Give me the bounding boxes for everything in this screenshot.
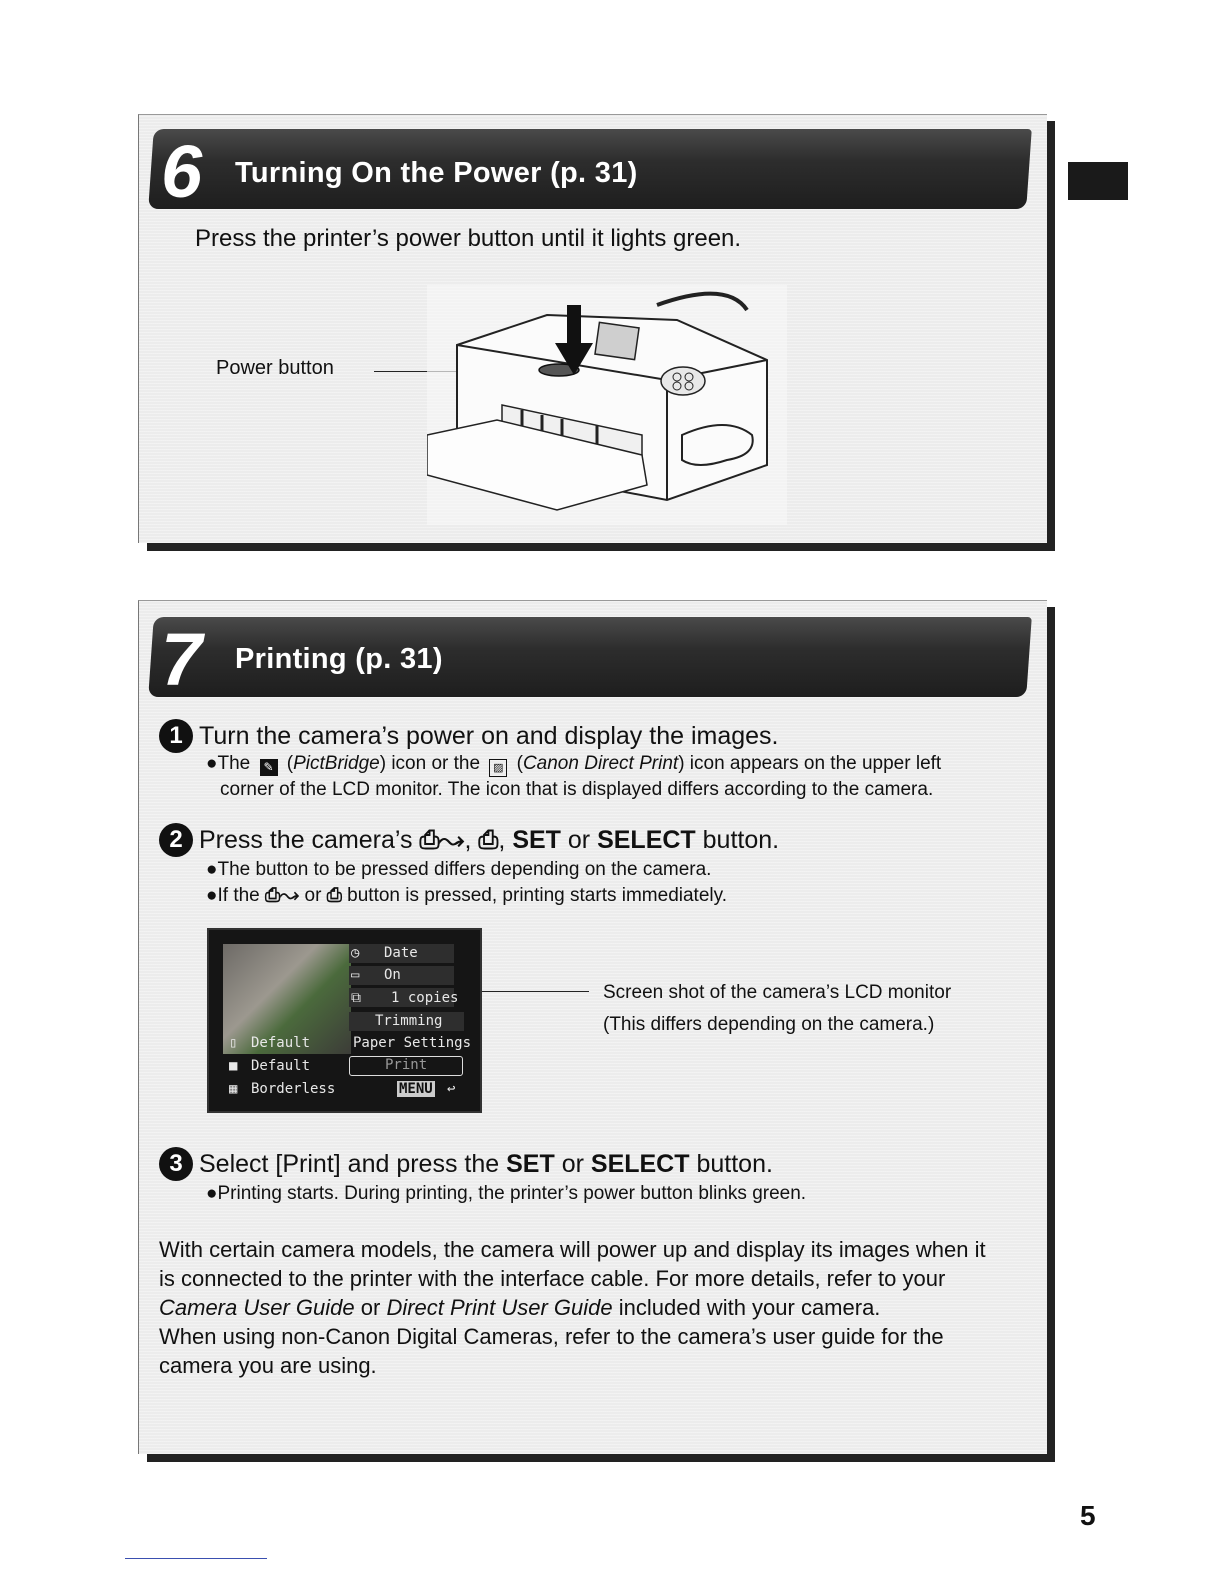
- step-1-heading: 1 Turn the camera’s power on and display the images.: [159, 719, 778, 753]
- step-3-heading: 3 Select [Print] and press the SET or SELECT button.: [159, 1147, 773, 1181]
- canon-direct-print-icon: ▨: [489, 759, 507, 777]
- step-badge: 3: [159, 1147, 193, 1181]
- lcd-screenshot: [207, 928, 482, 1113]
- lcd-default-2: Default: [251, 1058, 311, 1074]
- lcd-default-1: Default: [251, 1035, 311, 1051]
- instruction-text: Press the printer’s power button until it lights green.: [195, 225, 742, 252]
- lcd-callout-line: [479, 991, 589, 992]
- print-icon: ⎙: [326, 885, 342, 906]
- power-button-label: Power button: [216, 357, 334, 379]
- step-badge: 1: [159, 719, 193, 753]
- step-number: 6: [161, 130, 203, 213]
- lcd-copies-icon: ⧉: [351, 990, 361, 1006]
- printer-illustration: [427, 285, 787, 525]
- lcd-layout-icon: ▦: [229, 1081, 238, 1097]
- lcd-file-number: On: [384, 967, 401, 983]
- lcd-date-icon: ◷: [351, 945, 360, 961]
- lcd-paper-type-icon: ■: [229, 1058, 238, 1074]
- lcd-menu-button: MENU: [399, 1081, 433, 1097]
- section-turning-on-power: [138, 114, 1047, 543]
- pictbridge-icon: ✎: [260, 759, 278, 776]
- page-number: 5: [1080, 1500, 1096, 1531]
- lcd-return-icon: ↩: [447, 1081, 456, 1097]
- step-2-bullet-1: ●The button to be pressed differs depending on the camera.: [206, 859, 712, 880]
- lcd-borderless: Borderless: [251, 1081, 336, 1097]
- lcd-date: Date: [384, 945, 418, 961]
- lcd-copies: 1 copies: [391, 990, 459, 1006]
- print-share-icon: ⎙↝: [265, 885, 300, 906]
- step-number: 7: [161, 618, 203, 701]
- step-2-bullet-2: ●If the ⎙↝ or ⎙ button is pressed, printing starts immediately.: [206, 885, 727, 906]
- lcd-caption: Screen shot of the camera’s LCD monitor (This differs depending on the camera.): [603, 982, 952, 1035]
- note-paragraph: With certain camera models, the camera will power up and display its images when it is connected to the printer with the interface cable. For more details, refer to your Camera User Guide or Direct Print User Guide included with your camera. When using non-Canon Digital Cameras, refer to the camera’s user guide for the camera you are using.: [159, 1237, 986, 1378]
- step-3-bullet: ●Printing starts. During printing, the printer’s power button blinks green.: [206, 1183, 807, 1204]
- section-title: Turning On the Power (p. 31): [235, 157, 638, 189]
- lcd-file-icon: ▭: [351, 967, 360, 983]
- print-icon: ⎙: [478, 825, 499, 854]
- step-badge: 2: [159, 823, 193, 857]
- section-title: Printing (p. 31): [235, 643, 443, 675]
- print-share-icon: ⎙↝: [419, 825, 465, 854]
- step-2-heading: 2 Press the camera’s ⎙↝, ⎙, SET or SELECT button.: [159, 823, 779, 857]
- chapter-tab-marker: [1068, 162, 1128, 200]
- footer-rule: [125, 1558, 267, 1559]
- lcd-print-option: Print: [385, 1057, 428, 1073]
- lcd-paper-icon: ▯: [229, 1035, 238, 1051]
- step-1-bullet: ●The ✎ (PictBridge) icon or the ▨ (Canon Direct Print) icon appears on the upper left corner of the LCD monitor. The icon that is displayed differs according to the camera.: [206, 753, 942, 800]
- lcd-trimming: Trimming: [375, 1013, 443, 1029]
- lcd-paper-settings: Paper Settings: [353, 1035, 472, 1051]
